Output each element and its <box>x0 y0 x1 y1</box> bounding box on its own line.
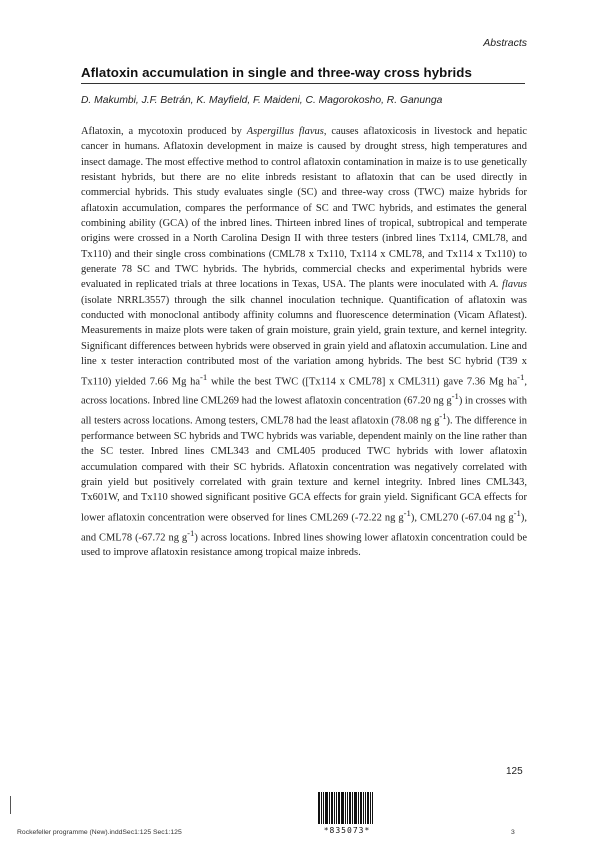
footer-sheet-number: 3 <box>511 829 515 836</box>
abstract-paragraph: Aflatoxin, a mycotoxin produced by Aspergillus flavus, causes aflatoxicosis in livestock and hepatic cancer in humans. Aflatoxin development in maize is caused by drought stress, high temperatures and insect damage. The most effective method to control aflatoxin contamination in maize is to use genetically resistant hybrids, but there are no elite inbreds resistant to aflatoxin that can be used directly in commercial hybrids. This study evaluates single (SC) and three-way cross (TWC) maize hybrids for aflatoxin accumulation, compares the performance of SC and TWC hybrids, and estimates the general combining ability (GCA) of the inbred lines. Thirteen inbred lines of tropical, subtropical and temperate origins were crossed in a North Carolina Design II with three testers (inbred lines Tx114, CML78, and Tx110) and their single cross combinations (CML78 x Tx110, Tx114 x CML78, and Tx114 x Tx110) to generate 78 SC and TWC hybrids. The hybrids, commercial checks and experimental hybrids were evaluated in replicated trials at three locations in Texas, USA. The plants were inoculated with A. flavus (isolate NRRL3557) through the silk channel inoculation technique. Quantification of aflatoxin was conducted with monoclonal antibody affinity columns and fluorescence determination (Vicam Aflatest). Measurements in maize plots were taken of grain moisture, grain yield, grain texture, and kernel integrity. Significant differences between hybrids were observed in grain yield and aflatoxin accumulation. Line and line x tester interaction contributed most of the variation among hybrids. The best SC hybrid (T39 x Tx110) yielded 7.66 Mg $ha^{-1}$ while the best TWC ([Tx114 x CML78] x CML311) gave 7.36 Mg $ha^{-1}$, across locations. Inbred line CML269 had the lowest aflatoxin concentration (67.20 ng $g^{-1}$) in crosses with all testers across locations. Among testers, CML78 had the least aflatoxin (78.08 ng $g^{-1}$). The difference in performance between SC hybrids and TWC hybrids was variable, dependent mainly on the line rather than the SC tester. Inbred lines CML343 and CML405 produced TWC hybrids with lower aflatoxin accumulation compared with their SC hybrids. Aflatoxin concentration was negatively correlated with grain yield but positively correlated with grain texture and kernel integrity. Inbred lines CML343, Tx601W, and Tx110 showed significant positive GCA effects for grain yield. Significant GCA effects for lower aflatoxin concentration were observed for lines CML269 (-72.22 ng $g^{-1}$), CML270 (-67.04 ng $g^{-1}$), and CML78 (-67.72 ng $g^{-1}$) across locations. Inbred lines showing lower aflatoxin concentration could be used to improve aflatoxin resistance among tropical maize inbreds. <box>81 126 527 559</box>
section-label: Abstracts <box>483 37 527 49</box>
footer-file-info: Rockefeller programme (New).inddSec1:125 Sec1:125 <box>17 829 182 836</box>
author-list: D. Makumbi, J.F. Betrán, K. Mayfield, F. Maideni, C. Magorokosho, R. Ganunga <box>81 95 443 106</box>
barcode-image <box>318 792 378 824</box>
crop-mark <box>10 796 12 814</box>
article-title: Aflatoxin accumulation in single and three-way cross hybrids <box>81 65 472 80</box>
abstract-body <box>81 124 527 561</box>
page-number: 125 <box>506 766 523 777</box>
title-rule <box>81 83 525 84</box>
barcode-text: *835073* <box>323 826 371 835</box>
